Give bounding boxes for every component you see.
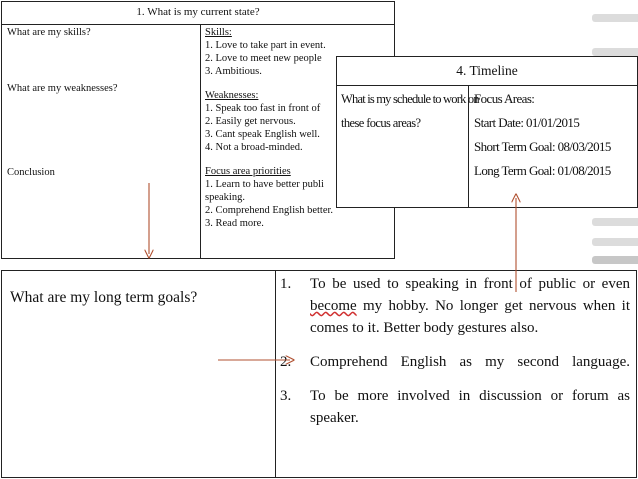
conclusion-label: Conclusion (7, 167, 55, 178)
long-term-goals-cell (276, 271, 636, 477)
start-date: Start Date: 01/01/2015 (474, 115, 580, 130)
timeline-question-line: What is my schedule to work on (341, 92, 479, 106)
side-stripe (592, 14, 638, 22)
skill-item: 2. Love to meet new people (205, 53, 322, 64)
side-stripe (592, 256, 638, 264)
current-state-title: 1. What is my current state? (2, 2, 394, 25)
skill-item: 1. Love to take part in event. (205, 40, 326, 51)
goal-number: 2. (280, 354, 292, 370)
side-stripe (592, 218, 638, 226)
priority-item: 3. Read more. (205, 218, 264, 229)
skill-item: 3. Ambitious. (205, 66, 262, 77)
goal-number: 3. (280, 388, 292, 404)
long-term-question: What are my long term goals? (10, 289, 198, 306)
weakness-item: 2. Easily get nervous. (205, 116, 296, 127)
priority-item: speaking. (205, 192, 245, 203)
goal-text: To be used to speaking in front of public or even become my hobby. No longer get nervous when it comes to it. Better body gestures also. (310, 276, 630, 336)
goal-item (280, 273, 630, 339)
timeline-question-line: these focus areas? (341, 116, 421, 130)
weaknesses-heading: Weaknesses: (205, 90, 259, 101)
goal-item (280, 351, 630, 373)
timeline-table (336, 56, 638, 208)
priority-item: 1. Learn to have better publi (205, 179, 324, 190)
weakness-item: 1. Speak too fast in front of (205, 103, 321, 114)
focus-areas-heading: Focus Areas: (474, 91, 535, 106)
weakness-item: 3. Cant speak English well. (205, 129, 320, 140)
short-term-goal-date: Short Term Goal: 08/03/2015 (474, 139, 611, 154)
goal-text: Comprehend English as my second language. (310, 354, 630, 370)
long-term-goal-date: Long Term Goal: 01/08/2015 (474, 163, 611, 178)
weakness-item: 4. Not a broad-minded. (205, 142, 303, 153)
goal-item (280, 385, 630, 429)
long-term-question-cell (2, 271, 276, 477)
goal-number: 1. (280, 276, 292, 292)
timeline-question-cell (337, 85, 479, 207)
weaknesses-question: What are my weaknesses? (7, 83, 118, 94)
skills-heading: Skills: (205, 27, 232, 38)
priority-item: 2. Comprehend English better. (205, 205, 334, 216)
timeline-title: 4. Timeline (337, 57, 637, 86)
side-stripe (592, 48, 638, 56)
timeline-focus-cell (469, 85, 637, 207)
questions-column (2, 24, 201, 258)
side-stripe (592, 238, 638, 246)
long-term-goals-table (1, 270, 637, 478)
spellcheck-word: become (310, 298, 357, 314)
skills-question: What are my skills? (7, 27, 91, 38)
priorities-heading: Focus area priorities (205, 166, 291, 177)
goal-text: To be more involved in discussion or forum as speaker. (310, 388, 630, 426)
